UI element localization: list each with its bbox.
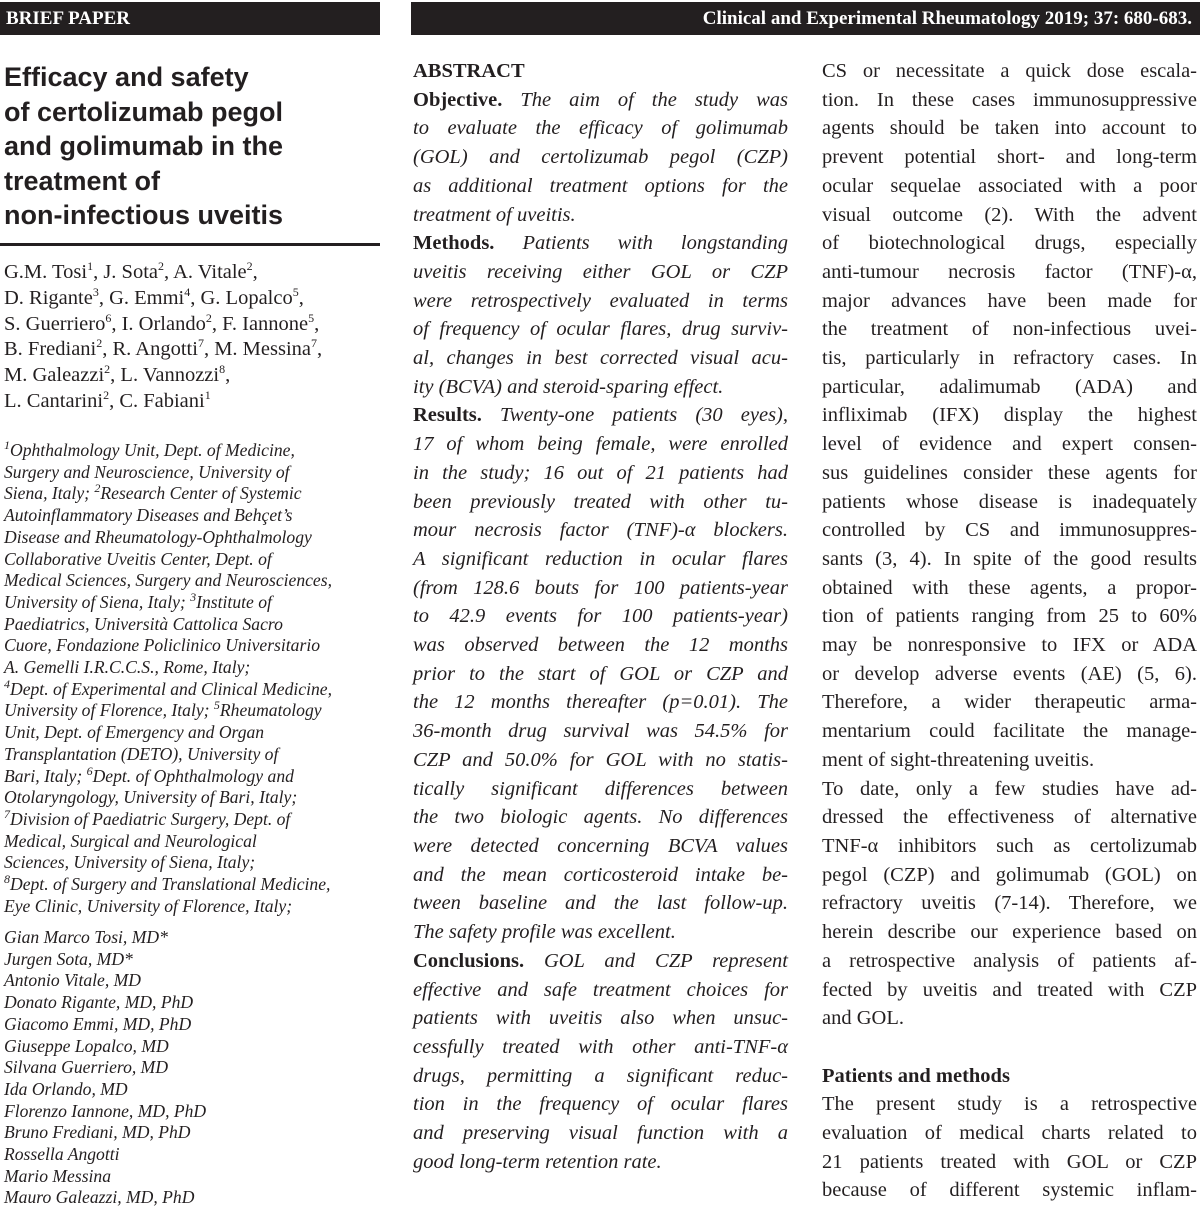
text-run: , C. Fabiani	[109, 389, 205, 412]
title-line: Efficacy and safety	[4, 62, 249, 92]
text-run: drugs, permitting a significant reduc-	[413, 1064, 788, 1087]
text-run: uveitis receiving either GOL or CZP	[413, 260, 788, 283]
text-run: the two biologic agents. No differences	[413, 806, 788, 829]
text-run: ,	[314, 312, 320, 335]
abstract-subheading: Conclusions.	[413, 949, 525, 972]
text-run: Transplantation (DETO), University of	[4, 743, 279, 764]
text-run: fected by uveitis and treated with CZP	[822, 978, 1197, 1001]
text-run: or develop adverse events (AE) (5, 6).	[822, 662, 1197, 685]
text-line	[413, 315, 788, 344]
affiliation-marker: 5	[213, 698, 220, 713]
author-line	[4, 389, 376, 415]
affiliation-marker: 7	[311, 336, 317, 351]
text-line	[822, 373, 1197, 402]
text-run: The present study is a retrospective	[822, 1093, 1197, 1116]
text-line	[413, 201, 788, 230]
affiliation-marker: 4	[184, 284, 191, 299]
affiliation-marker: 7	[4, 807, 10, 822]
text-run: particular, adalimumab (ADA) and	[822, 375, 1197, 398]
text-run: treatment of uveitis.	[413, 203, 576, 226]
author-name: Donato Rigante, MD, PhD	[4, 992, 194, 1013]
text-line	[822, 488, 1197, 517]
text-run: S. Guerriero	[4, 312, 106, 335]
affiliation-marker: 2	[158, 259, 164, 274]
author-name: Rossella Angotti	[4, 1144, 120, 1165]
text-line	[822, 1148, 1197, 1177]
text-line	[822, 516, 1197, 545]
text-line	[822, 430, 1197, 459]
text-run: and GOL.	[822, 1007, 904, 1030]
affiliation-line	[4, 700, 380, 722]
text-run: Cuore, Fondazione Policlinico Universitario	[4, 635, 320, 656]
text-run: ocular sequelae associated with a poor	[822, 174, 1197, 197]
text-line	[822, 258, 1197, 287]
text-run: pegol (CZP) and golimumab (GOL) on	[822, 863, 1197, 886]
text-run: ment of sight-threatening uveitis.	[822, 748, 1095, 771]
text-line	[413, 775, 788, 804]
affiliation-line	[4, 592, 380, 614]
affiliation-marker: 5	[308, 310, 315, 325]
text-line	[413, 832, 788, 861]
author-name: Ida Orlando, MD	[4, 1078, 128, 1099]
text-run: to evaluate the efficacy of golimumab	[413, 117, 788, 140]
text-run: sants (3, 4). In spite of the good results	[822, 547, 1197, 570]
text-run: mentarium could facilitate the manage-	[822, 720, 1197, 743]
text-run: Siena, Italy;	[4, 483, 95, 504]
text-run: tion. In these cases immunosuppressive	[822, 88, 1197, 111]
text-run: Surgery and Neuroscience, University of	[4, 461, 290, 482]
affiliation-marker: 2	[96, 336, 103, 351]
text-run: been previously treated with other tu-	[413, 490, 788, 513]
text-run: A significant reduction in ocular flares	[413, 547, 788, 570]
paragraph-gap	[822, 1033, 1197, 1062]
affiliation-line	[4, 809, 380, 831]
text-run: GOL and CZP represent	[543, 949, 788, 972]
journal-header-bar	[411, 2, 1200, 35]
text-run: The aim of the study was	[520, 88, 788, 111]
text-run: B. Frediani	[4, 338, 97, 361]
text-run: dressed the effectiveness of alternative	[822, 806, 1197, 829]
text-line	[413, 574, 788, 603]
text-run: CS or necessitate a quick dose escala-	[822, 60, 1197, 82]
text-run: was observed between the 12 months	[413, 634, 788, 657]
affiliation-line	[4, 831, 380, 853]
text-run: G.M. Tosi	[4, 261, 88, 283]
text-line	[413, 172, 788, 201]
section-label-bar	[0, 2, 380, 35]
text-line	[413, 430, 788, 459]
text-run: ,	[298, 286, 304, 309]
text-line	[413, 746, 788, 775]
text-run: CZP and 50.0% for GOL with no statis-	[413, 748, 788, 771]
text-line	[413, 889, 788, 918]
text-run: , A. Vitale	[164, 261, 247, 283]
text-run: infliximab (IFX) display the highest	[822, 404, 1197, 427]
text-run: controlled by CS and immunosuppres-	[822, 519, 1197, 542]
text-line	[413, 918, 788, 947]
author-name: Silvana Guerriero, MD	[4, 1057, 169, 1078]
affiliation-line	[4, 614, 380, 636]
text-line	[413, 1090, 788, 1119]
affiliation-marker: 8	[4, 872, 10, 887]
text-line	[413, 488, 788, 517]
text-line	[822, 1176, 1197, 1205]
text-run: good long-term retention rate.	[413, 1150, 662, 1173]
affiliation-line	[4, 744, 380, 766]
affiliation-marker: 1	[204, 388, 211, 403]
text-run: ity (BCVA) and steroid-sparing effect.	[413, 375, 724, 398]
text-line	[822, 918, 1197, 947]
text-run: (GOL) and certolizumab pegol (CZP)	[413, 146, 788, 169]
text-line	[822, 1090, 1197, 1119]
affiliation-line	[4, 483, 380, 505]
text-run: tween baseline and the last follow-up.	[413, 892, 788, 915]
affiliation-line	[4, 676, 380, 701]
text-line	[822, 1119, 1197, 1148]
text-run: Autoinflammatory Diseases and Behçet’s	[4, 505, 293, 526]
author-line	[4, 260, 376, 286]
text-line	[413, 631, 788, 660]
text-run: 36-month drug survival was 54.5% for	[413, 720, 788, 743]
affiliation-marker: 2	[94, 481, 101, 496]
affiliation-marker: 6	[105, 310, 112, 325]
text-run: in the study; 16 out of 21 patients had	[413, 461, 788, 484]
text-line	[822, 803, 1197, 832]
affiliation-line	[4, 505, 380, 527]
text-run: , G. Lopalco	[190, 286, 293, 309]
text-run: visual outcome (2). With the advent	[822, 203, 1197, 226]
text-run: , J. Sota	[93, 261, 158, 283]
text-run: Twenty-one patients (30 eyes),	[500, 404, 788, 427]
text-run: M. Galeazzi	[4, 364, 105, 387]
title-divider	[0, 243, 380, 246]
text-line	[822, 459, 1197, 488]
affiliation-line	[4, 440, 380, 462]
text-line	[822, 201, 1197, 230]
text-run: L. Cantarini	[4, 389, 104, 412]
text-run: ,	[225, 364, 231, 387]
text-line	[822, 602, 1197, 631]
text-run: level of evidence and expert consen-	[822, 433, 1197, 456]
affiliation-marker: 6	[86, 763, 93, 778]
text-line	[413, 1062, 788, 1091]
text-run: ,	[252, 261, 258, 283]
text-run: Sciences, University of Siena, Italy;	[4, 852, 256, 873]
text-run: tically significant differences between	[413, 777, 788, 800]
text-run: Division of Paediatric Surgery, Dept. of	[10, 808, 291, 829]
affiliation-marker: 3	[190, 590, 197, 605]
affiliation-line	[4, 570, 380, 592]
text-line	[822, 717, 1197, 746]
text-run: 17 of whom being female, were enrolled	[413, 433, 788, 456]
text-line	[413, 688, 788, 717]
text-run: a retrospective analysis of patients af-	[822, 949, 1197, 972]
text-run: tion in the frequency of ocular flares	[413, 1093, 788, 1116]
title-block	[4, 60, 380, 233]
affiliation-marker: 8	[219, 362, 226, 377]
text-run: To date, only a few studies have ad-	[822, 777, 1197, 800]
text-run: evaluation of medical charts related to	[822, 1122, 1197, 1144]
text-line	[413, 861, 788, 890]
affiliation-marker: 2	[103, 388, 110, 403]
text-line	[822, 947, 1197, 976]
text-run: 21 patients treated with GOL or CZP	[822, 1150, 1197, 1173]
text-run: and the mean corticosteroid intake be-	[413, 863, 788, 886]
text-run: , R. Angotti	[102, 338, 198, 361]
text-run: of frequency of ocular flares, drug surviv-	[413, 318, 788, 341]
author-list	[4, 260, 376, 415]
affiliation-marker: 2	[205, 310, 212, 325]
text-run: anti-tumour necrosis factor (TNF)-α,	[822, 260, 1197, 283]
text-run: sus guidelines consider these agents for	[822, 461, 1197, 484]
body-text-column	[822, 57, 1197, 1205]
affiliation-line	[4, 657, 380, 679]
text-run: as additional treatment options for the	[413, 174, 788, 197]
title-line: and golimumab in the	[4, 131, 284, 161]
text-run: , I. Orlando	[111, 312, 206, 335]
text-run: Disease and Rheumatology-Ophthalmology	[4, 526, 312, 547]
text-run: , M. Messina	[203, 338, 311, 361]
text-run: patients with uveitis also when unsuc-	[413, 1007, 788, 1030]
text-line	[413, 258, 788, 287]
section-heading: ABSTRACT	[413, 60, 525, 82]
author-line	[4, 337, 376, 363]
text-run: Otolaryngology, University of Bari, Italy;	[4, 787, 298, 808]
section-label: BRIEF PAPER	[6, 8, 131, 29]
text-line	[822, 832, 1197, 861]
affiliation-line	[4, 787, 380, 809]
text-line	[413, 660, 788, 689]
author-name: Gian Marco Tosi, MD*	[4, 927, 168, 947]
text-run: Collaborative Uveitis Center, Dept. of	[4, 548, 272, 569]
affiliation-line	[4, 635, 380, 657]
text-run: Paediatrics, Università Cattolica Sacro	[4, 613, 283, 634]
affiliation-line	[4, 874, 380, 896]
text-run: prevent potential short- and long-term	[822, 146, 1197, 169]
affiliation-line	[4, 896, 380, 918]
text-run: patients whose disease is inadequately	[822, 490, 1197, 513]
text-line	[822, 172, 1197, 201]
text-run: Medical Sciences, Surgery and Neurosciences,	[4, 570, 332, 591]
text-run: the 12 months thereafter (p=0.01). The	[413, 691, 788, 714]
text-line	[413, 344, 788, 373]
text-line	[822, 1004, 1197, 1033]
affiliations	[4, 440, 380, 917]
author-name: Giuseppe Lopalco, MD	[4, 1035, 169, 1056]
text-line	[822, 57, 1197, 86]
affiliation-marker: 1	[87, 259, 94, 274]
text-line	[413, 516, 788, 545]
text-run: were retrospectively evaluated in terms	[413, 289, 788, 312]
text-run: obtained with these agents, a propor-	[822, 576, 1197, 599]
text-line	[822, 775, 1197, 804]
abstract-subheading: Objective.	[413, 88, 503, 111]
text-line	[413, 717, 788, 746]
affiliation-marker: 2	[104, 362, 111, 377]
text-line	[822, 631, 1197, 660]
text-run: The safety profile was excellent.	[413, 921, 676, 944]
title-line: of certolizumab pegol	[4, 96, 284, 127]
author-line	[4, 363, 376, 389]
text-line	[822, 688, 1197, 717]
text-run: cessfully treated with other anti-TNF-α	[413, 1035, 788, 1058]
article-title	[4, 60, 380, 233]
text-run: , F. Iannone	[211, 312, 309, 335]
author-full-names	[4, 927, 380, 1209]
text-line	[822, 229, 1197, 258]
text-run: Dept. of Ophthalmology and	[92, 765, 294, 786]
abstract-column	[413, 57, 788, 1176]
affiliation-line	[4, 549, 380, 571]
affiliation-line	[4, 722, 380, 744]
text-run: tion of patients ranging from 25 to 60%	[822, 605, 1197, 628]
text-run: Patients with longstanding	[522, 232, 788, 255]
section-heading: Patients and methods	[822, 1064, 1010, 1087]
text-line	[822, 86, 1197, 115]
author-name: Giacomo Emmi, MD, PhD	[4, 1013, 192, 1034]
text-line	[822, 114, 1197, 143]
author-name: Mauro Galeazzi, MD, PhD	[4, 1187, 195, 1208]
text-line	[413, 1004, 788, 1033]
affiliation-marker: 7	[197, 336, 204, 351]
text-run: Bari, Italy;	[4, 765, 87, 786]
journal-citation: Clinical and Experimental Rheumatology 2019; 37: 680-683.	[702, 8, 1192, 29]
text-line	[413, 545, 788, 574]
text-run: Eye Clinic, University of Florence, Italy;	[4, 895, 293, 916]
text-run: Research Center of Systemic	[100, 483, 302, 504]
text-line	[413, 229, 788, 258]
text-line	[413, 143, 788, 172]
affiliation-marker: 1	[4, 438, 10, 453]
text-run: to 42.9 events for 100 patients-year)	[413, 605, 788, 628]
text-run: TNF-α inhibitors such as certolizumab	[822, 834, 1197, 857]
affiliation-line	[4, 852, 380, 874]
text-run: because of different systemic inflam-	[822, 1179, 1197, 1202]
abstract-subheading: Methods.	[413, 232, 495, 255]
affiliation-line	[4, 462, 380, 484]
text-run: (from 128.6 bouts for 100 patients-year	[413, 576, 788, 599]
text-run: Rheumatology	[219, 700, 322, 721]
text-run: , L. Vannozzi	[110, 364, 220, 387]
affiliation-marker: 5	[292, 284, 299, 299]
text-line	[822, 861, 1197, 890]
text-run: tis, particularly in refractory cases. In	[822, 347, 1197, 370]
text-line	[822, 889, 1197, 918]
text-line	[413, 287, 788, 316]
text-run: herein describe our experience based on	[822, 921, 1197, 944]
text-run: effective and safe treatment choices for	[413, 978, 788, 1001]
abstract-subheading: Results.	[413, 404, 482, 427]
text-line	[822, 660, 1197, 689]
text-run: major advances have been made for	[822, 289, 1197, 312]
text-run: University of Siena, Italy;	[4, 591, 191, 612]
author-line	[4, 286, 376, 312]
text-run: of biotechnological drugs, especially	[822, 232, 1197, 255]
text-line	[413, 947, 788, 976]
affiliation-marker: 4	[4, 676, 10, 691]
text-line	[822, 287, 1197, 316]
text-run: Dept. of Surgery and Translational Medicine,	[10, 874, 331, 895]
text-run: may be nonresponsive to IFX or ADA	[822, 634, 1197, 657]
author-name: Mario Messina	[4, 1165, 112, 1186]
affiliation-marker: 3	[92, 284, 99, 299]
text-run: Therefore, a wider therapeutic arma-	[822, 691, 1197, 714]
text-run: Institute of	[196, 591, 272, 612]
text-line	[413, 1148, 788, 1177]
text-run: University of Florence, Italy;	[4, 700, 214, 721]
text-line	[413, 373, 788, 402]
text-line	[413, 459, 788, 488]
affiliation-line	[4, 527, 380, 549]
author-name: Bruno Frediani, MD, PhD	[4, 1122, 191, 1143]
text-run: Ophthalmology Unit, Dept. of Medicine,	[10, 440, 295, 460]
text-run: Medical, Surgical and Neurological	[4, 830, 257, 851]
text-line	[822, 545, 1197, 574]
text-line	[413, 1033, 788, 1062]
text-run: ,	[317, 338, 323, 361]
text-line	[413, 86, 788, 115]
text-run: refractory uveitis (7-14). Therefore, we	[822, 892, 1197, 915]
text-run: Unit, Dept. of Emergency and Organ	[4, 722, 265, 743]
affiliation-line	[4, 763, 380, 788]
text-run: prior to the start of GOL or CZP and	[413, 662, 788, 685]
text-run: the treatment of non-infectious uvei-	[822, 318, 1197, 341]
text-line	[822, 315, 1197, 344]
text-line	[413, 114, 788, 143]
title-line: treatment of	[4, 165, 161, 196]
author-name: Antonio Vitale, MD	[4, 970, 141, 991]
text-line	[822, 574, 1197, 603]
text-run: al, changes in best corrected visual acu-	[413, 347, 788, 370]
text-line	[413, 803, 788, 832]
title-line: non-infectious uveitis	[4, 200, 284, 230]
text-line	[822, 401, 1197, 430]
text-run: A. Gemelli I.R.C.C.S., Rome, Italy;	[4, 657, 251, 678]
author-line	[4, 312, 376, 338]
text-line	[822, 746, 1197, 775]
text-run: , G. Emmi	[98, 286, 185, 309]
text-run: agents should be taken into account to	[822, 117, 1197, 140]
affiliation-marker: 2	[246, 259, 253, 274]
text-line	[822, 976, 1197, 1005]
text-line	[413, 401, 788, 430]
text-run: mour necrosis factor (TNF)-α blockers.	[413, 519, 788, 542]
author-name: Jurgen Sota, MD*	[4, 948, 133, 969]
text-line	[822, 143, 1197, 172]
text-run: and preserving visual function with a	[413, 1122, 788, 1145]
text-line	[413, 1119, 788, 1148]
text-run: Dept. of Experimental and Clinical Medicine,	[10, 678, 332, 699]
text-line	[413, 976, 788, 1005]
author-name: Florenzo Iannone, MD, PhD	[4, 1100, 207, 1121]
text-line	[413, 602, 788, 631]
text-run: were detected concerning BCVA values	[413, 834, 788, 857]
text-run: D. Rigante	[4, 286, 93, 309]
text-line	[822, 344, 1197, 373]
